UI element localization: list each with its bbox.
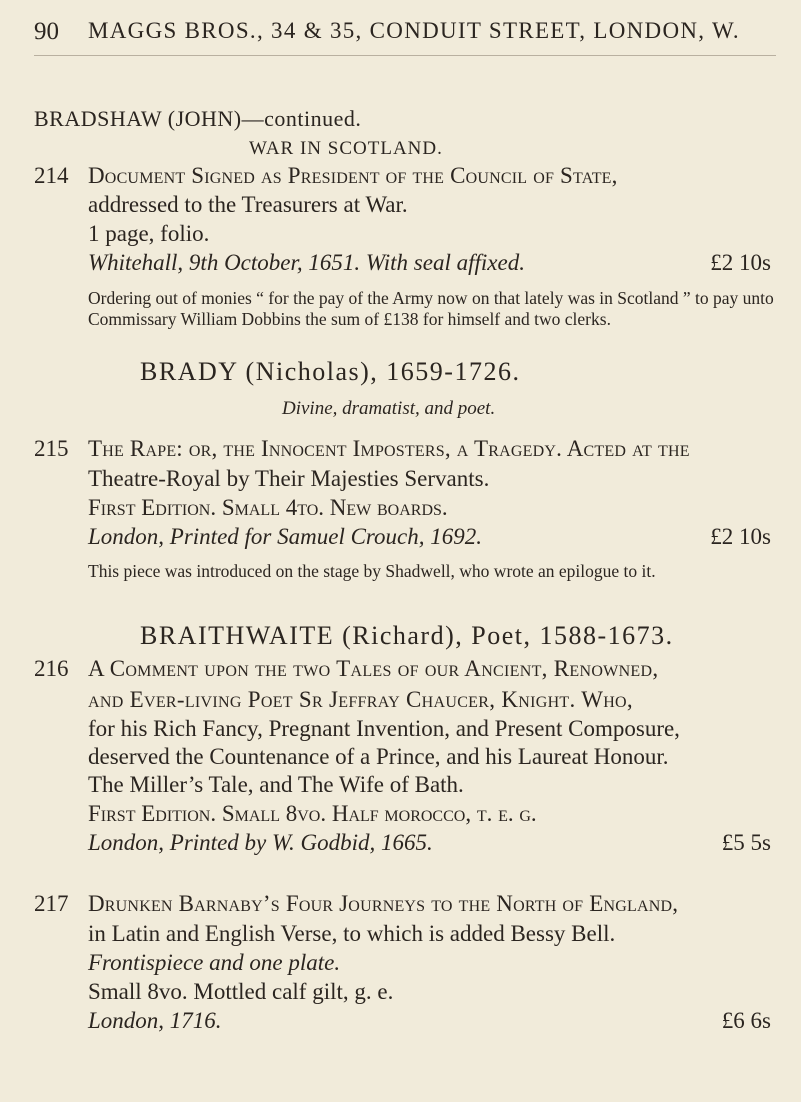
entry-format: First Edition. Small 4to. New boards.: [88, 495, 448, 520]
entry-imprint: London, Printed for Samuel Crouch, 1692.: [88, 524, 482, 549]
entry-format: Small 8vo. Mottled calf gilt, g. e.: [88, 979, 394, 1004]
author-heading-braithwaite: BRAITHWAITE (Richard), Poet, 1588-1673.: [140, 621, 674, 650]
entry-note: This piece was introduced on the stage by Shadwell, who wrote an epilogue to it.: [88, 561, 656, 581]
page-number: 90: [34, 18, 59, 45]
author-heading-bradshaw: BRADSHAW (JOHN)—continued.: [34, 106, 362, 131]
entry-number: 215: [34, 436, 69, 461]
header-rule: [34, 55, 776, 56]
entry-price: £2 10s: [710, 250, 771, 275]
entry-note: Ordering out of monies “ for the pay of the Army now on that lately was in Scotland ” to pay unto Commissary William Dobbins the sum of £138 for himself and two clerks.: [88, 288, 774, 329]
entry-title-line: The Rape: or, the Innocent Imposters, a Tragedy. Acted at the: [88, 436, 690, 461]
entry-frontispiece: Frontispiece and one plate.: [88, 950, 341, 975]
entry-format: 1 page, folio.: [88, 221, 210, 246]
entry-price: £5 5s: [721, 830, 771, 855]
author-heading-brady: BRADY (Nicholas), 1659-1726.: [140, 357, 521, 386]
entry-imprint: London, Printed by W. Godbid, 1665.: [88, 830, 433, 855]
entry-title-line: addressed to the Treasurers at War.: [88, 192, 408, 217]
entry-title-line: deserved the Countenance of a Prince, and his Laureat Honour.: [88, 744, 669, 769]
entry-format: First Edition. Small 8vo. Half morocco, t. e. g.: [88, 801, 537, 826]
entry-title-line: in Latin and English Verse, to which is added Bessy Bell.: [88, 921, 616, 946]
entry-imprint: Whitehall, 9th October, 1651. With seal affixed.: [88, 250, 525, 275]
entry-title-line: A Comment upon the two Tales of our Ancient, Renowned,: [88, 656, 659, 681]
subhead-war-in-scotland: WAR IN SCOTLAND.: [249, 138, 443, 159]
entry-title-line: Document Signed as President of the Council of State,: [88, 163, 618, 188]
entry-title-line: and Ever-living Poet Sr Jeffray Chaucer, Knight. Who,: [88, 687, 633, 712]
author-descriptor: Divine, dramatist, and poet.: [282, 398, 496, 419]
entry-price: £6 6s: [721, 1008, 771, 1033]
entry-number: 217: [34, 891, 69, 916]
entry-number: 216: [34, 656, 69, 681]
entry-number: 214: [34, 163, 69, 188]
entry-price: £2 10s: [710, 524, 771, 549]
entry-title-line: Theatre-Royal by Their Majesties Servants.: [88, 466, 490, 491]
entry-title-line: The Miller’s Tale, and The Wife of Bath.: [88, 772, 464, 797]
running-head: MAGGS BROS., 34 & 35, CONDUIT STREET, LONDON, W.: [88, 18, 740, 43]
entry-title-line: for his Rich Fancy, Pregnant Invention, and Present Composure,: [88, 716, 680, 741]
entry-imprint: London, 1716.: [88, 1008, 222, 1033]
entry-title-line: Drunken Barnaby’s Four Journeys to the North of England,: [88, 891, 679, 916]
